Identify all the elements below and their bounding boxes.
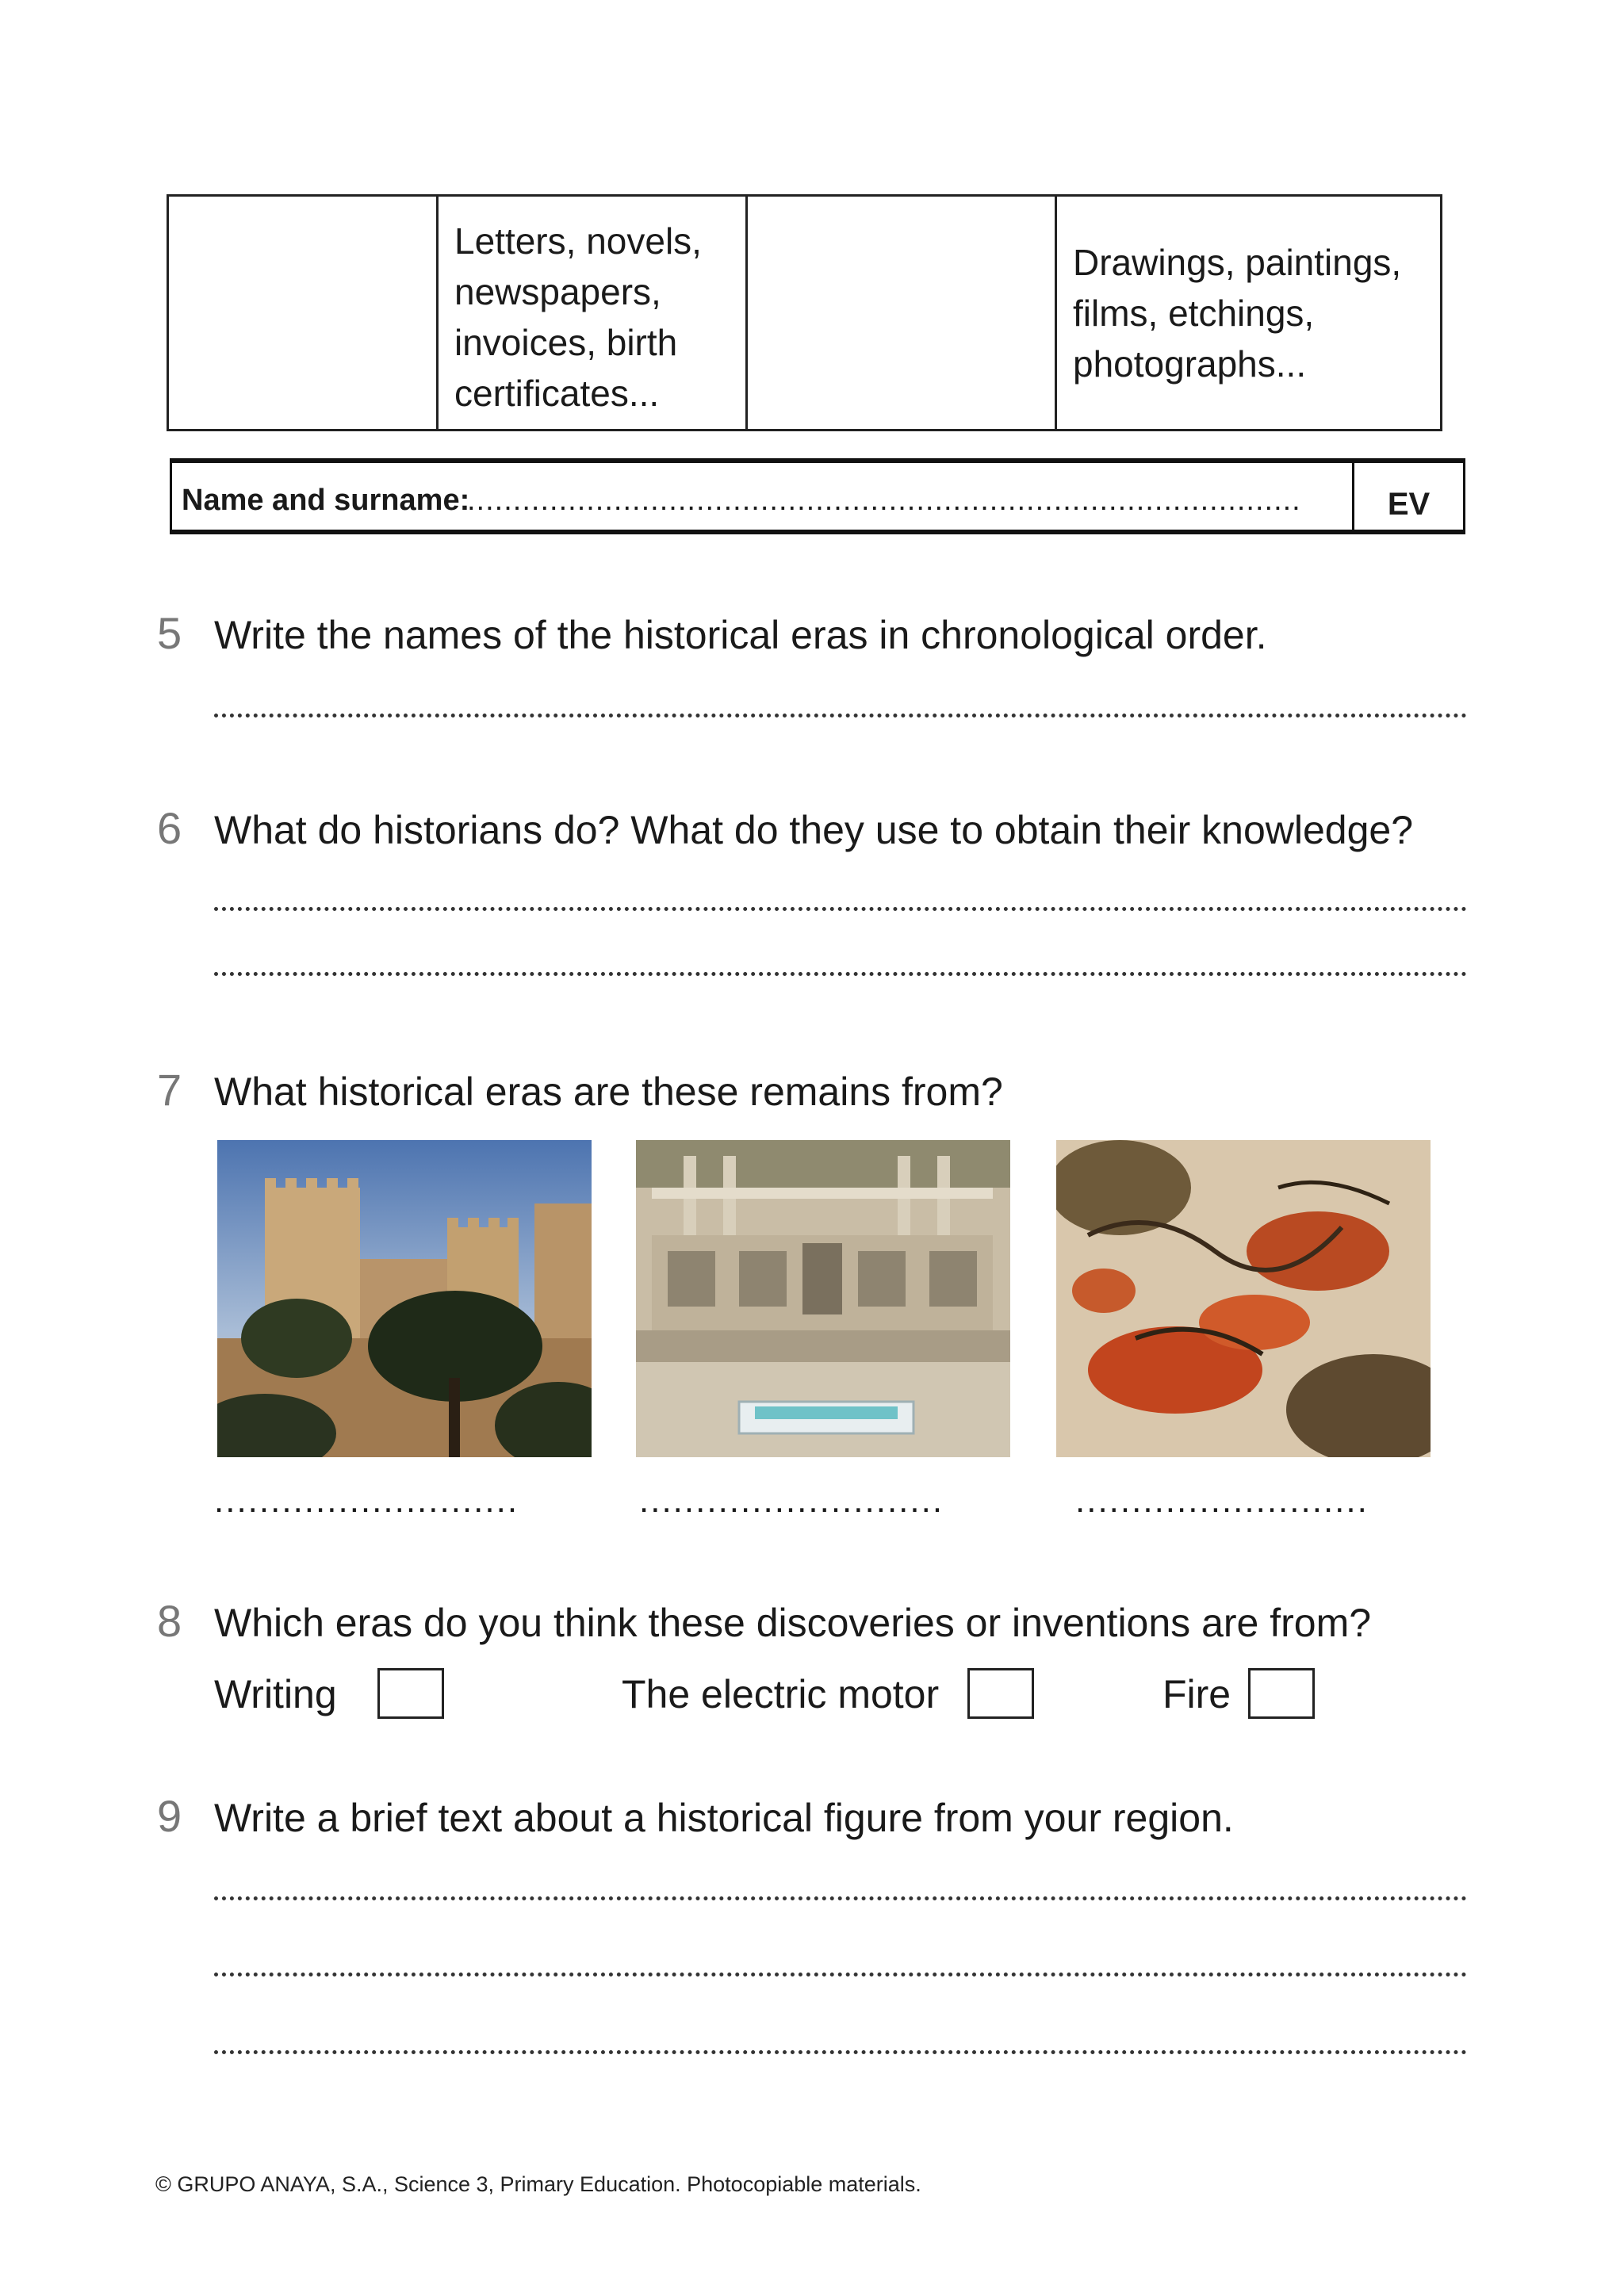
answer-line[interactable] bbox=[214, 714, 1467, 718]
answer-box-fire[interactable] bbox=[1248, 1668, 1315, 1719]
castle-photo bbox=[217, 1140, 592, 1457]
question-9-text: Write a brief text about a historical figure from your region. bbox=[214, 1796, 1234, 1840]
question-number: 7 bbox=[157, 1065, 182, 1115]
table-cell-visual-sources: Drawings, paintings, films, etchings, photographs... bbox=[1056, 196, 1442, 430]
answer-dots-3[interactable]: .......................... bbox=[1075, 1481, 1369, 1520]
cave-painting-photo bbox=[1056, 1140, 1431, 1457]
question-8-text: Which eras do you think these discoveries or inventions are from? bbox=[214, 1601, 1372, 1645]
evaluation-code: EV bbox=[1352, 463, 1463, 530]
question-number: 9 bbox=[157, 1791, 182, 1841]
name-label: Name and surname: bbox=[182, 484, 470, 517]
name-bar bbox=[170, 458, 1465, 534]
copyright-footer: © GRUPO ANAYA, S.A., Science 3, Primary Education. Photocopiable materials. bbox=[155, 2172, 921, 2196]
sources-table bbox=[167, 194, 1442, 431]
roman-theatre-photo bbox=[636, 1140, 1010, 1457]
question-number: 8 bbox=[157, 1596, 182, 1646]
question-6-text: What do historians do? What do they use to obtain their knowledge? bbox=[214, 808, 1414, 852]
option-fire: Fire bbox=[1162, 1672, 1231, 1716]
answer-dots-1[interactable]: ........................... bbox=[214, 1481, 519, 1520]
question-5-text: Write the names of the historical eras in chronological order. bbox=[214, 613, 1267, 657]
question-number: 5 bbox=[157, 608, 182, 658]
table-cell-1 bbox=[168, 196, 438, 430]
table-cell-3 bbox=[747, 196, 1056, 430]
answer-dots-2[interactable]: ........................... bbox=[639, 1481, 944, 1520]
answer-line[interactable] bbox=[214, 1973, 1467, 1976]
question-number: 6 bbox=[157, 803, 182, 853]
answer-line[interactable] bbox=[214, 1896, 1467, 1900]
answer-box-electric-motor[interactable] bbox=[967, 1668, 1034, 1719]
answer-line[interactable] bbox=[214, 2050, 1467, 2054]
table-cell-written-sources: Letters, novels, newspapers, invoices, birth certificates... bbox=[438, 196, 747, 430]
answer-box-writing[interactable] bbox=[377, 1668, 444, 1719]
option-electric-motor: The electric motor bbox=[622, 1672, 940, 1716]
question-7-text: What historical eras are these remains from? bbox=[214, 1070, 1003, 1114]
name-field[interactable]: ........................................................................................... bbox=[467, 484, 1301, 517]
answer-line[interactable] bbox=[214, 972, 1467, 976]
option-writing: Writing bbox=[214, 1672, 337, 1716]
answer-line[interactable] bbox=[214, 907, 1467, 911]
